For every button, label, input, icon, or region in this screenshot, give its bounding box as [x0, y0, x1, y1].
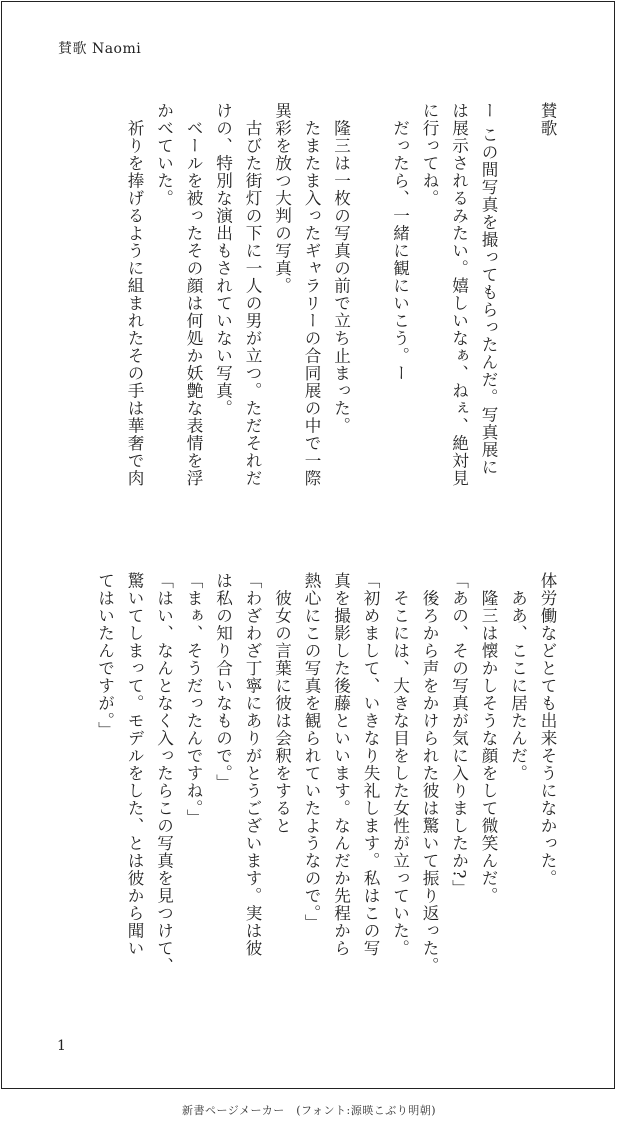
- footer-credit: 新書ページメーカー (フォント:源暎こぶり明朝): [182, 1104, 436, 1117]
- page-frame: [1, 1, 615, 1089]
- page-number: 1: [57, 1038, 66, 1054]
- vertical-text-lower-block: 体労働などとても出来そうになかった。 ああ、ここに居たんだ。 隆三は懐かしそうな顔をして微笑んだ。 「あの、その写真が気に入りましたか?」 後ろから声をかけられた彼は驚いて振り返った。 そこには、大きな目をした女性が立っていた。 「初めまして、いきなり失礼します。私はこの写 真を撮影した後藤といいます。なんだか先程から 熱心にこの写真を観られていたようなので。」 彼女の言葉に彼は会釈をすると 「わざわざ丁寧にありがとうございます。実は彼 は私の知り合いなもので。」 「まぁ、そうだったんですね。」 「はい、なんとなく入ったらこの写真を見つけて、 驚いてしまって。モデルをした、とは彼から聞い てはいたんですが。」: [95, 572, 557, 975]
- running-header-title: 賛歌 Naomi: [58, 41, 142, 57]
- vertical-text-upper-block: 賛歌 ー この間写真を撮ってもらったんだ。写真展に は展示されるみたい。嬉しいなぁ、ねぇ、絶対見 に行ってね。 だったら、一緒に観にいこう。ー 隆三は一枚の写真の前で立ち止まった。 たまたま入ったギャラリーの合同展の中で一際 異彩を放つ大判の写真。 古びた街灯の下に一人の男が立つ。ただそれだ けの、特別な演出もされていない写真。 ベールを被ったその顔は何処か妖艶な表情を浮 かべていた。 祈りを捧げるように組まれたその手は華奢で肉: [125, 102, 557, 487]
